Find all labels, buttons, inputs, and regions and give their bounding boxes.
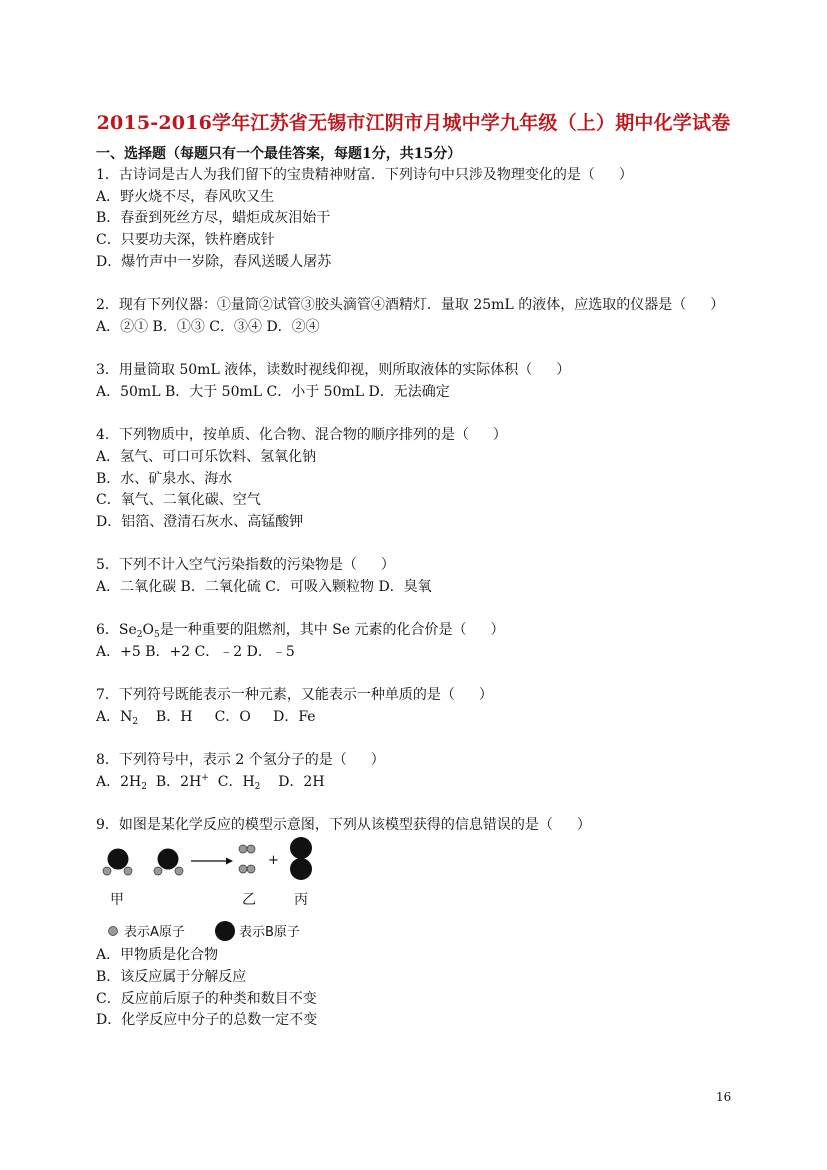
question-9-close: ） <box>576 817 591 833</box>
question-8-option-a-sub: 2 <box>141 782 147 792</box>
question-3-options: A．50mL B．大于 50mL C．小于 50mL D．无法确定 <box>96 384 450 400</box>
atom-a <box>175 867 183 875</box>
question-4-option-a: A．氢气、可口可乐饮料、氢氧化钠 <box>96 449 317 465</box>
question-5 <box>96 556 395 574</box>
question-7-options-rest: B．H C．O D．Fe <box>138 709 316 725</box>
question-9-option-b: B．该反应属于分解反应 <box>96 969 247 985</box>
legend-atom-a-icon <box>109 927 118 936</box>
section-heading: 一、选择题（每题只有一个最佳答案，每题1分，共15分） <box>96 146 462 162</box>
question-1-option-a: A．野火烧不尽，春风吹又生 <box>96 189 275 205</box>
question-4-stem: 4．下列物质中，按单质、化合物、混合物的顺序排列的是（ <box>96 427 469 443</box>
question-3 <box>96 361 570 379</box>
question-2 <box>96 296 724 314</box>
question-4-option-d: D．铝箔、澄清石灰水、高锰酸钾 <box>96 514 304 530</box>
question-2-stem: 2．现有下列仪器：①量筒②试管③胶头滴管④酒精灯．量取 25mL 的液体，应选取的仪器是（ <box>96 297 687 313</box>
atom-a <box>103 867 111 875</box>
question-8-option-b-sup: + <box>201 773 209 783</box>
question-7-options <box>96 708 316 726</box>
question-8-option-b: B．2H <box>146 774 202 790</box>
question-6-formula-se: 6．Se <box>96 622 137 638</box>
question-2-options: A．②① B．①③ C．③④ D．②④ <box>96 319 320 335</box>
page-number: 16 <box>716 1090 732 1104</box>
question-5-options: A．二氧化碳 B．二氧化硫 C．可吸入颗粒物 D．臭氧 <box>96 579 432 595</box>
question-9-option-c: C．反应前后原子的种类和数目不变 <box>96 991 317 1007</box>
molecule-yi-2 <box>239 865 255 873</box>
question-6-formula-sub-2: 2 <box>136 630 143 640</box>
arrow-icon <box>191 858 233 865</box>
question-9-option-a: A．甲物质是化合物 <box>96 947 219 963</box>
question-4-option-b: B．水、矿泉水、海水 <box>96 471 233 487</box>
molecule-jia-1 <box>103 849 132 876</box>
question-7-close: ） <box>478 687 493 703</box>
question-1 <box>96 166 633 184</box>
question-8-option-a: A．2H <box>96 774 142 790</box>
question-5-stem: 5．下列不计入空气污染指数的污染物是（ <box>96 557 357 573</box>
question-6-formula-sub-5: 5 <box>154 630 160 640</box>
molecule-jia-2 <box>154 849 183 876</box>
atom-a <box>154 867 162 875</box>
question-7-stem: 7．下列符号既能表示一种元素，又能表示一种单质的是（ <box>96 687 455 703</box>
question-4-option-c: C．氧气、二氧化碳、空气 <box>96 492 261 508</box>
question-6-options: A．+5 B．+2 C．﹣2 D．﹣5 <box>96 644 295 660</box>
label-bing: 丙 <box>294 892 308 908</box>
plus-sign: + <box>268 853 279 868</box>
question-9-option-d: D．化学反应中分子的总数一定不变 <box>96 1012 318 1028</box>
legend-atom-b: 表示B原子 <box>239 925 300 940</box>
question-1-option-c: C．只要功夫深，铁杵磨成针 <box>96 232 275 248</box>
question-4-close: ） <box>492 427 507 443</box>
question-1-option-d: D．爆竹声中一岁除，春风送暖人屠苏 <box>96 254 332 270</box>
question-3-stem: 3．用量筒取 50mL 液体，读数时视线仰视，则所取液体的实际体积（ <box>96 362 533 378</box>
question-8-close: ） <box>370 752 385 768</box>
atom-b <box>108 849 129 870</box>
question-9-stem: 9．如图是某化学反应的模型示意图，下列从该模型获得的信息错误的是（ <box>96 817 553 833</box>
exam-title: 2015-2016学年江苏省无锡市江阴市月城中学九年级（上）期中化学试卷 <box>96 112 731 134</box>
question-5-close: ） <box>380 557 395 573</box>
question-8-stem: 8．下列符号中，表示 2 个氢分子的是（ <box>96 752 347 768</box>
question-7-option-a: A．N <box>96 709 133 725</box>
question-8-option-c: C．H <box>208 774 255 790</box>
molecule-bing <box>290 837 312 880</box>
question-6-stem: 是一种重要的阻燃剂，其中 Se 元素的化合价是（ <box>159 622 467 638</box>
question-6 <box>96 621 505 639</box>
question-8-option-d: D．2H <box>260 774 325 790</box>
question-4 <box>96 426 507 444</box>
molecule-yi-1 <box>239 845 255 853</box>
label-jia: 甲 <box>110 892 124 908</box>
question-3-close: ） <box>556 362 571 378</box>
question-1-stem: 1．古诗词是古人为我们留下的宝贵精神财富．下列诗句中只涉及物理变化的是（ <box>96 167 595 183</box>
question-6-formula-o: O <box>142 622 155 638</box>
atom-b <box>158 849 179 870</box>
reaction-model-diagram <box>96 836 336 946</box>
atom-a <box>124 867 132 875</box>
question-7 <box>96 686 493 704</box>
question-7-option-a-sub: 2 <box>132 717 139 727</box>
question-9 <box>96 816 591 834</box>
question-2-close: ） <box>710 297 725 313</box>
question-6-close: ） <box>490 622 505 638</box>
question-8-options <box>96 773 325 791</box>
legend-atom-b-icon <box>215 921 235 941</box>
question-8-option-c-sub: 2 <box>254 782 261 792</box>
question-1-close: ） <box>618 167 633 183</box>
label-yi: 乙 <box>242 892 256 908</box>
question-8 <box>96 751 385 769</box>
question-1-option-b: B．春蚕到死丝方尽，蜡炬成灰泪始干 <box>96 210 331 226</box>
legend-atom-a: 表示A原子 <box>124 925 185 940</box>
